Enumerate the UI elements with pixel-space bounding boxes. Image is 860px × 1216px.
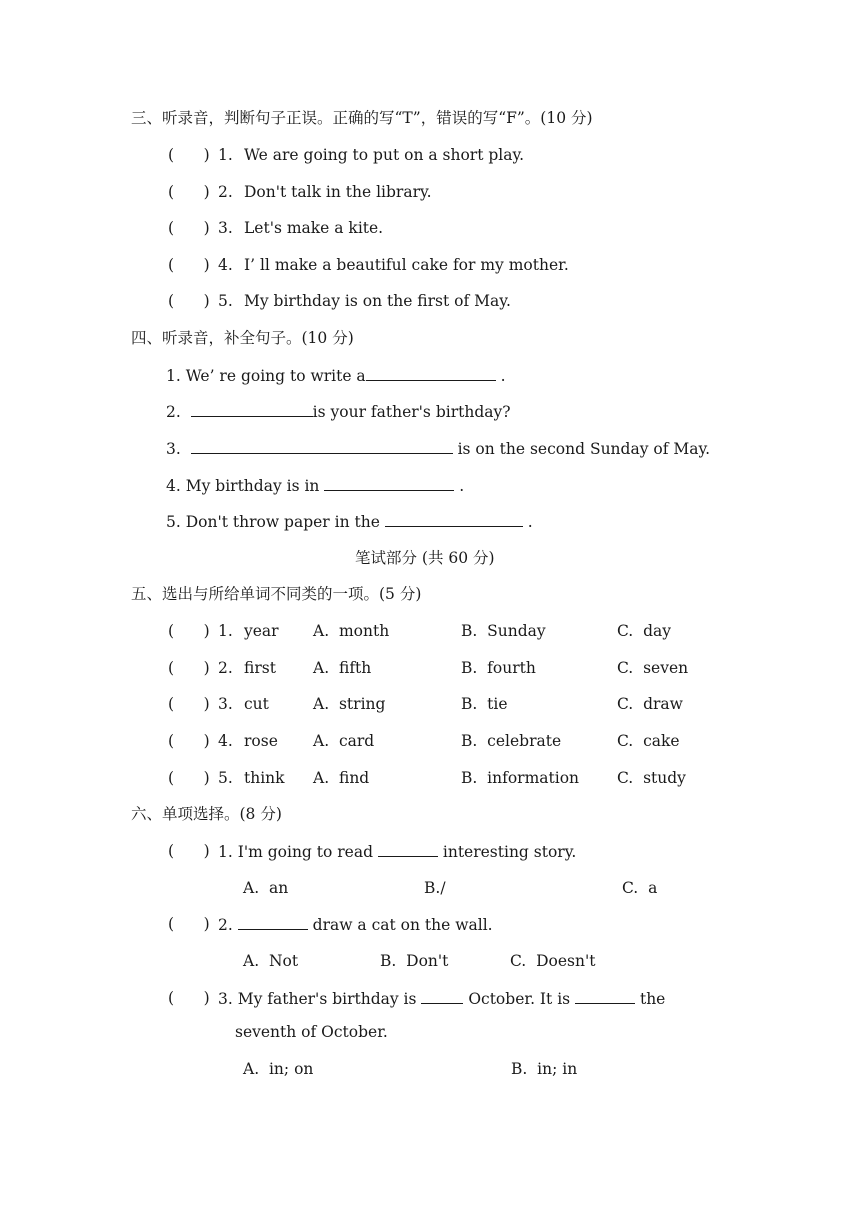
item-word: think [244,769,285,787]
item-number: 2. [218,183,233,201]
item-number: 1. [218,843,233,861]
question-line [218,987,665,1010]
option-b: B. Don't [380,952,449,970]
item-number: 2. [166,403,181,421]
section4-item-1 [166,364,506,387]
written-part-title: 笔试部分 (共 60 分) [355,549,495,567]
fill-blank[interactable] [238,913,308,930]
question-text-before: My father's birthday is [237,990,422,1008]
option-a: A. find [313,769,370,787]
item-number: 1. [218,146,233,164]
option-a: A. in; on [243,1060,314,1078]
answer-paren[interactable]: ( ) [168,915,210,933]
option-c: C. cake [617,732,680,750]
option-a: A. Not [243,952,299,970]
item-number: 4. [218,256,233,274]
item-number: 5. [218,769,233,787]
question-text-after: draw a cat on the wall. [307,916,493,934]
item-text-before: Don't throw paper in the [185,513,385,531]
item-word: first [244,659,276,677]
answer-paren[interactable]: ( ) [168,256,210,274]
question-line [218,840,576,863]
fill-blank[interactable] [191,437,453,454]
question-text-after: interesting story. [437,843,577,861]
option-c: C. study [617,769,686,787]
item-text-after: is on the second Sunday of May. [452,440,711,458]
question-text-before: I'm going to read [237,843,378,861]
fill-blank[interactable] [378,840,438,857]
item-number: 5. [218,292,233,310]
option-b: B. in; in [511,1060,578,1078]
item-text-before: We’ re going to write a [185,367,366,385]
item-number: 3. [218,695,233,713]
item-text: We are going to put on a short play. [244,146,525,164]
section5-heading: 五、选出与所给单词不同类的一项。(5 分) [131,585,422,603]
item-word: cut [244,695,269,713]
answer-paren[interactable]: ( ) [168,183,210,201]
item-text-after: is your father's birthday? [312,403,511,421]
option-c: C. draw [617,695,683,713]
item-text: My birthday is on the first of May. [244,292,511,310]
answer-paren[interactable]: ( ) [168,989,210,1007]
answer-paren[interactable]: ( ) [168,622,210,640]
item-number: 2. [218,659,233,677]
item-number: 3. [218,219,233,237]
answer-paren[interactable]: ( ) [168,219,210,237]
option-c: C. Doesn't [510,952,596,970]
answer-paren[interactable]: ( ) [168,292,210,310]
fill-blank[interactable] [575,987,635,1004]
fill-blank[interactable] [385,510,523,527]
option-a: A. an [243,879,289,897]
question-text-mid: October. It is [463,990,576,1008]
fill-blank[interactable] [421,987,463,1004]
item-text-after: . [522,513,533,531]
item-text-after: . [454,477,465,495]
section4-item-3 [166,437,710,460]
option-a: A. fifth [313,659,372,677]
item-number: 5. [166,513,181,531]
item-text: I’ ll make a beautiful cake for my mother. [244,256,569,274]
option-b: B. Sunday [461,622,546,640]
question-text-after: the [635,990,666,1008]
option-b: B. information [461,769,580,787]
item-word: rose [244,732,278,750]
option-b: B. tie [461,695,508,713]
item-word: year [244,622,279,640]
section3-heading: 三、听录音，判断句子正误。正确的写“T”，错误的写“F”。(10 分) [131,109,593,127]
item-number: 1. [218,622,233,640]
option-c: C. a [622,879,658,897]
fill-blank[interactable] [366,364,496,381]
option-b: B. celebrate [461,732,562,750]
answer-paren[interactable]: ( ) [168,695,210,713]
option-b: B. fourth [461,659,536,677]
item-text: Let's make a kite. [244,219,384,237]
section4-item-5 [166,510,533,533]
answer-paren[interactable]: ( ) [168,732,210,750]
item-text-after: . [495,367,506,385]
section4-heading: 四、听录音，补全句子。(10 分) [131,329,354,347]
section4-item-4 [166,474,464,497]
option-c: C. day [617,622,672,640]
question-line [218,913,493,936]
option-b: B./ [424,879,446,897]
option-a: A. month [313,622,390,640]
item-number: 1. [166,367,181,385]
item-number: 4. [166,477,181,495]
fill-blank[interactable] [191,400,313,417]
option-a: A. card [313,732,375,750]
fill-blank[interactable] [324,474,454,491]
item-number: 2. [218,916,233,934]
item-number: 4. [218,732,233,750]
item-text: Don't talk in the library. [244,183,432,201]
section6-heading: 六、单项选择。(8 分) [131,805,282,823]
answer-paren[interactable]: ( ) [168,659,210,677]
item-number: 3. [166,440,181,458]
option-a: A. string [313,695,386,713]
item-number: 3. [218,990,233,1008]
question-line-2: seventh of October. [235,1023,388,1041]
answer-paren[interactable]: ( ) [168,842,210,860]
answer-paren[interactable]: ( ) [168,146,210,164]
answer-paren[interactable]: ( ) [168,769,210,787]
option-c: C. seven [617,659,689,677]
item-text-before: My birthday is in [185,477,325,495]
section4-item-2 [166,400,511,423]
